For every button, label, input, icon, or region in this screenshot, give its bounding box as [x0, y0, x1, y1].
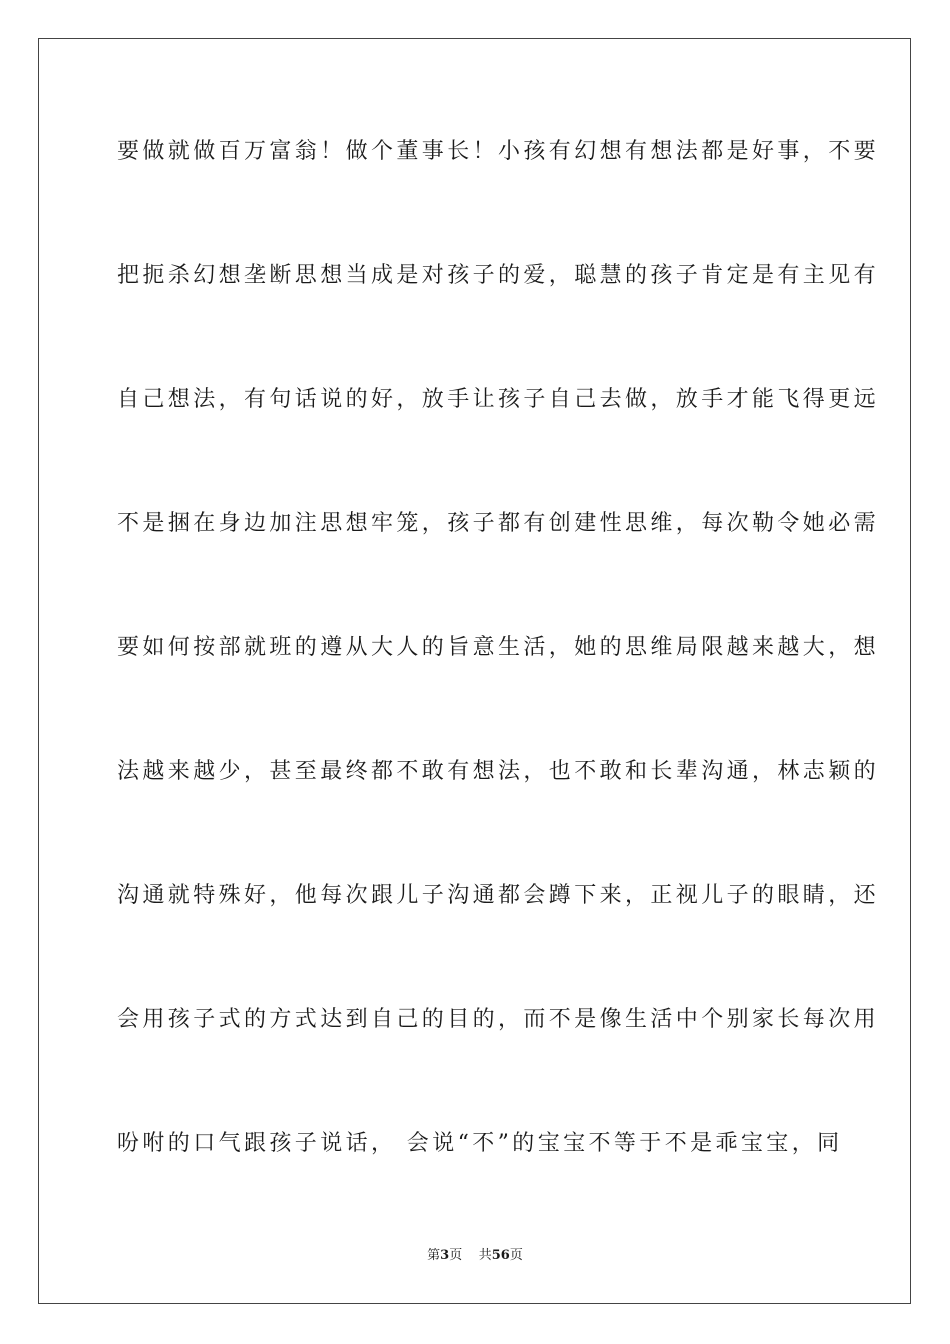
page-footer: [0, 1247, 950, 1265]
text-line-4: 不是捆在身边加注思想牢笼，孩子都有创建性思维，每次勒令她必需: [117, 511, 880, 536]
text-line-8: 会用孩子式的方式达到自己的目的，而不是像生活中个别家长每次用: [117, 1007, 880, 1032]
total-suffix: 页: [509, 1248, 523, 1263]
text-line-2: 把扼杀幻想垄断思想当成是对孩子的爱，聪慧的孩子肯定是有主见有: [117, 263, 880, 288]
total-prefix: 共: [478, 1248, 492, 1263]
text-line-7: 沟通就特殊好，他每次跟儿子沟通都会蹲下来，正视儿子的眼睛，还: [117, 883, 880, 908]
page-prefix: 第: [427, 1248, 441, 1263]
text-line-9: 吩咐的口气跟孩子说话， 会说“不”的宝宝不等于不是乖宝宝，同: [117, 1131, 843, 1156]
text-line-1: 要做就做百万富翁！做个董事长！小孩有幻想有想法都是好事，不要: [117, 139, 880, 164]
page-number: 3: [440, 1248, 450, 1263]
page-suffix: 页: [449, 1248, 463, 1263]
page-border: [38, 38, 911, 1304]
text-line-5: 要如何按部就班的遵从大人的旨意生活，她的思维局限越来越大，想: [117, 635, 880, 660]
total-pages: 56: [491, 1248, 510, 1263]
text-line-3: 自己想法，有句话说的好，放手让孩子自己去做，放手才能飞得更远: [117, 387, 880, 412]
text-line-6: 法越来越少，甚至最终都不敢有想法，也不敢和长辈沟通，林志颖的: [117, 759, 880, 784]
